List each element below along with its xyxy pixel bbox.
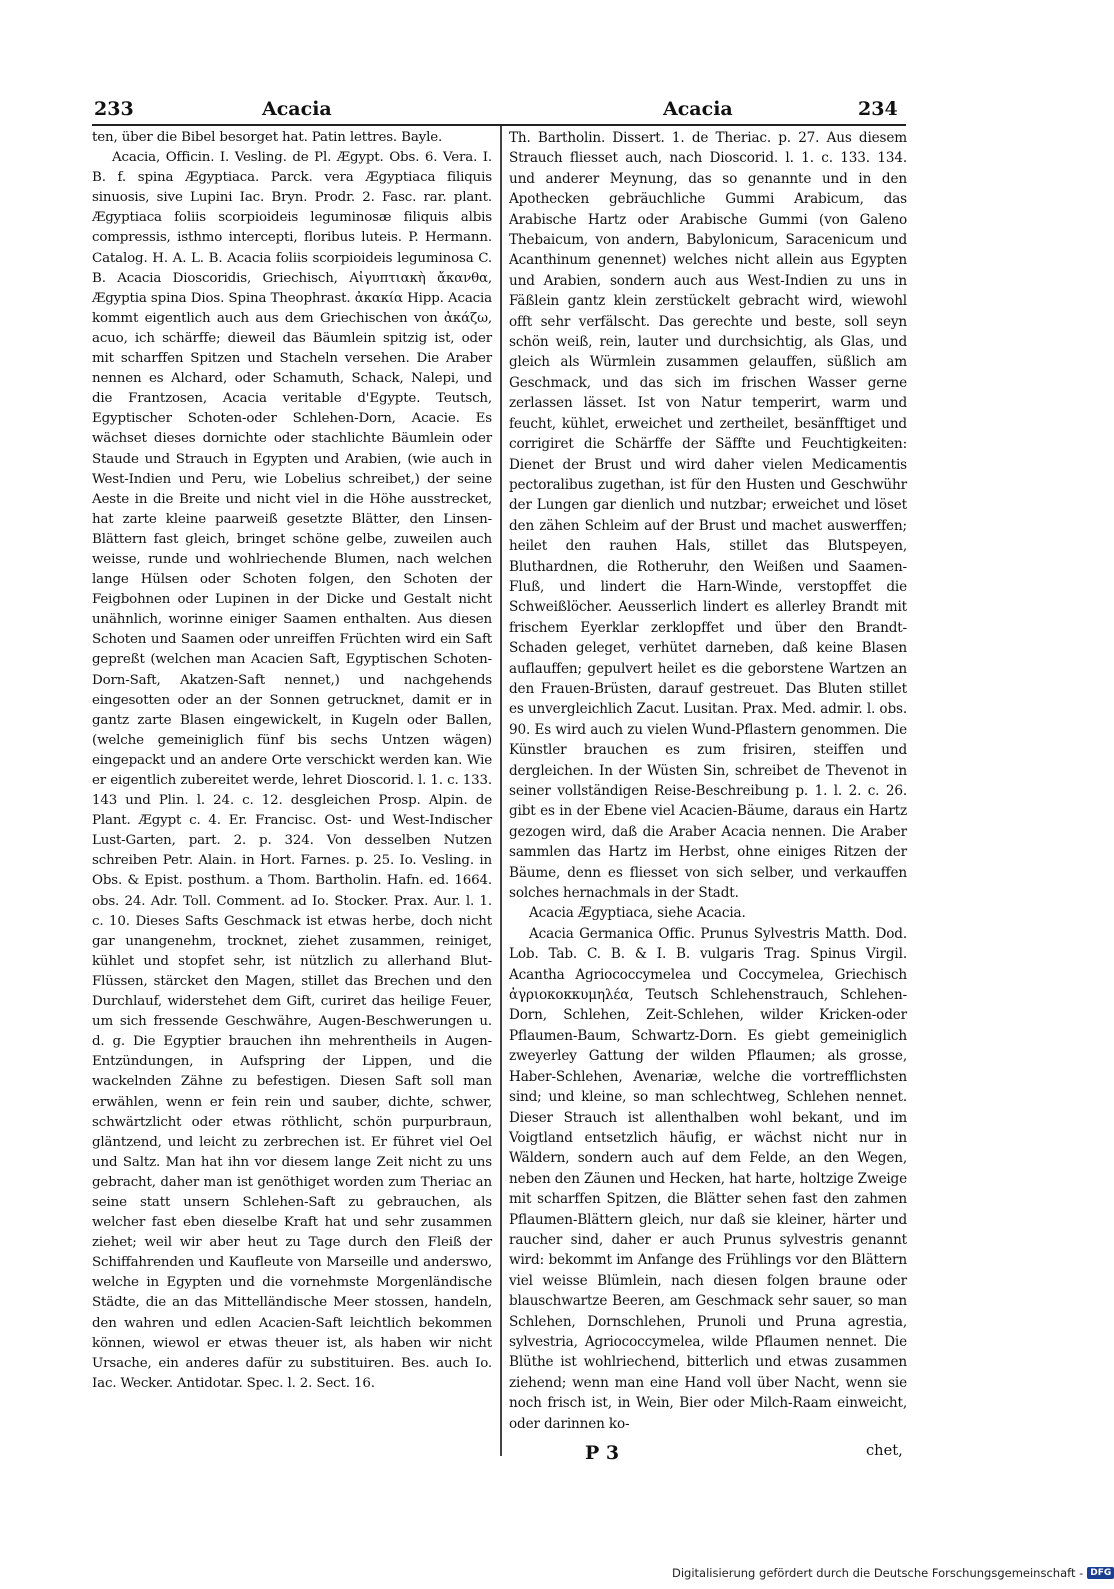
left-paragraph-2: Acacia, Officin. I. Vesling. de Pl. Ægypt. Obs. 6. Vera. I. B. f. spina Ægyptiaca. Parck. vera Ægyptiaca filiquis sinuosis, sive Lupini Iac. Bryn. Prodr. 2. Fasc. rar. plant. Ægyptiaca foliis scorpioideis leguminosæ filiquis albis compressis, isthmo intercepti, floribus luteis. P. Hermann. Catalog. H. A. L. B. Acacia foliis scorpioideis leguminosa C. B. Acacia Dioscoridis, Griechisch, Αἰγυπτιακὴ ἄκανθα, Ægyptia spina Dios. Spina Theophrast. ἀκακία Hipp. Acacia kommt eigentlich auch aus dem Griechischen von ἀκάζω, acuo, ich schärffe; dieweil das Bäumlein spitzig ist, oder mit scharffen Spitzen und Stacheln versehen. Die Araber nennen es Alchard, oder Schamuth, Schack, Nalepi, und die Frantzosen, Acacia veritable d'Egypte. Teutsch, Egyptischer Schoten-oder Schlehen-Dorn, Acacie. Es wächset dieses dornichte oder stachlichte Bäumlein oder Staude und Strauch in Egypten und Arabien, (wie auch in West-Indien und Peru, wie Lobelius schreibet,) der seine Aeste in die Breite und nicht viel in die Höhe ausstrecket, hat zarte kleine paarweiß gesetzte Blätter, den Linsen-Blättern fast gleich, bringet schöne gelbe, zuweilen auch weisse, runde und wohlriechende Blumen, nach welchen lange Hülsen oder Schoten folgen, den Schoten der Feigbohnen oder Lupinen in der Dicke und Gestalt nicht unähnlich, worinne einiger Saamen enthalten. Aus diesen Schoten und Saamen oder unreiffen Früchten wird ein Saft gepreßt (welchen man Acacien Saft, Egyptischen Schoten-Dorn-Saft, Akatzen-Saft nennet,) und nachgehends eingesotten oder an der Sonnen getrucknet, damit er in gantz zarte Blasen eingewickelt, in Kugeln oder Ballen, (welche gemeiniglich fünf bis sechs Untzen wägen) eingepackt und an andere Orte verschickt werden kan. Wie er eigentlich zubereitet werde, lehret Dioscorid. l. 1. c. 133. 143 und Plin. l. 24. c. 12. desgleichen Prosp. Alpin. de Plant. Ægypt c. 4. Er. Francisc. Ost- und West-Indischer Lust-Garten, part. 2. p. 324. Von desselben Nutzen schreiben Petr. Alain. in Hort. Farnes. p. 25. Io. Vesling. in Obs. & Epist. posthum. a Thom. Bartholin. Hafn. ed. 1664. obs. 24. Adr. Toll. Comment. ad Io. Stocker. Prax. Aur. l. 1. c. 10. Dieses Safts Geschmack ist etwas herbe, doch nicht gar unangenehm, trocknet, ziehet zusammen, reiniget, kühlet und stopfet sehr, ist nützlich zu allerhand Blut-Flüssen, stärcket den Magen, stillet das Brechen und den Durchlauf, widerstehet dem Gift, curiret das heilige Feuer, um sich fressende Geschwähre, Augen-Beschwerungen u. d. g. Die Egyptier brauchen ihn mehrentheils in Augen-Entzündungen, in Aufspring der Lippen, und die wackelnden Zähne zu befestigen. Diesen Saft soll man erwählen, wenn er fein rein und sauber, dichte, schwer, schwärtzlicht oder etwas röthlicht, schön purpurbraun, gläntzend, und leicht zu zerbrechen ist. Er führet viel Oel und Saltz. Man hat ihn vor diesem lange Zeit nicht zu uns gebracht, daher man ist genöthiget worden zum Theriac an seine statt unsern Schlehen-Saft zu gebrauchen, als welcher fast eben dieselbe Kraft hat und sehr zusammen ziehet; weil wir aber heut zu Tage durch den Fleiß der Schiffahrenden und Kaufleute von Marseille und anderswo, welche in Egypten und die vornehmste Morgenländische Städte, die an das Mittelländische Meer stossen, handeln, den wahren und edlen Acacien-Saft leichtlich bekommen können, wiewol er etwas theuer ist, als haben wir nicht Ursache, ein anderes dafür zu substituiren. Bes. auch Io. Iac. Wecker. Antidotar. Spec. l. 2. Sect. 16. bbox=[92, 150, 492, 1391]
right-column bbox=[509, 128, 907, 1434]
right-paragraph-3: Acacia Germanica Offic. Prunus Sylvestris Matth. Dod. Lob. Tab. C. B. & I. B. vulgaris Trag. Spinus Virgil. Acantha Agriococcymelea und Coccymelea, Griechisch ἀγριοκοκκυμηλέα, Teutsch Schlehenstrauch, Schlehen-Dorn, Schlehen, Zeit-Schlehen, wilder Kricken-oder Pflaumen-Baum, Schwartz-Dorn. Es giebt gemeiniglich zweyerley Gattung der wilden Pflaumen; als grosse, Haber-Schlehen, Avenariæ, welche die vortrefflichsten sind; und kleine, so man schlechtweg, Schlehen nennet. Dieser Strauch ist allenthalben wohl bekant, und im Voigtland entsetzlich häufig, er wächst nicht nur in Wäldern, sondern auch auf dem Felde, an den Wegen, neben den Zäunen und Hecken, hat harte, holtzige Zweige mit scharffen Spitzen, die Blätter sehen fast den zahmen Pflaumen-Blättern gleich, nur daß sie kleiner, härter und raucher sind, daher er auch Prunus sylvestris genannt wird: bekommt im Anfange des Frühlings vor den Blättern viel weisse Blümlein, nach diesen folgen braune oder blauschwartze Beeren, am Geschmack sehr sauer, so man Schlehen, Dornschlehen, Prunoli und Pruna agrestia, sylvestria, Agriococcymelea, wilde Pflaumen nennet. Die Blüthe ist wohlriechend, bitterlich und etwas zusammen ziehend; wenn man eine Hand voll über Nacht, wenn sie noch frisch ist, in Wein, Bier oder Milch-Raam einweicht, oder darinnen ko- bbox=[509, 925, 907, 1432]
right-paragraph-1: Th. Bartholin. Dissert. 1. de Theriac. p. 27. Aus diesem Strauch fliesset auch, nach Dioscorid. l. 1. c. 133. 134. und anderer Meynung, das so genannte und in den Apothecken gebräuchliche Gummi Arabicum, das Arabische Hartz oder Arabische Gummi (von Galeno Thebaicum, von andern, Babylonicum, Saracenicum und Acanthinum genennet) welches nicht allein aus Egypten und Arabien, sondern auch aus West-Indien zu uns in Fäßlein gantz klein zerstückelt gebracht wird, wiewohl offt sehr verfälscht. Das gerechte und beste, soll seyn schön weiß, rein, lauter und durchsichtig, als Glas, und gleich als Würmlein zusammen gelauffen, süßlich am Geschmack, und das sich im frischen Wasser gerne zerlassen lässet. Ist von Natur temperirt, warm und feucht, kühlet, erweichet und zertheilet, besänfftiget und corrigiret die Schärffe der Säffte und Feuchtigkeiten: Dienet der Brust und wird daher vielen Medicamentis pectoralibus zugethan, ist für den Husten und Geschwühr der Lungen gar dienlich und nutzbar; erweichet und löset den zähen Schleim auf der Brust und machet auswerffen; heilet den rauhen Hals, stillet das Blutspeyen, Bluthardnen, die Rotheruhr, den Weißen und Saamen-Fluß, und lindert die Harn-Winde, verstopffet die Schweißlöcher. Aeusserlich lindert es allerley Brandt mit frischem Eyerklar zerklopffet und über den Brandt-Schaden geleget, verhütet darneben, daß keine Blasen auflauffen; gepulvert heilet es die geborstene Wartzen an den Frauen-Brüsten, darauf gestreuet. Das Bluten stillet es unvergleichlich Zacut. Lusitan. Prax. Med. admir. l. obs. 90. Es wird auch zu vielen Wund-Pflastern genommen. Die Künstler brauchen es zum frisiren, steiffen und dergleichen. In der Wüsten Sin, schreibet de Thevenot in seiner vollständigen Reise-Beschreibung p. 1. l. 2. c. 26. gibt es in der Ebene viel Acacien-Bäume, daraus ein Hartz gezogen wird, daß die Araber Acacia nennen. Die Araber sammlen das Hartz im Herbst, ohne einiges Ritzen der Bäume, denn es fliesset von sich selber, und verkauffen solches hernachmals in der Stadt. bbox=[509, 130, 907, 902]
right-paragraph-2: Acacia Ægyptiaca, siehe Acacia. bbox=[529, 905, 746, 922]
left-page-number: 233 bbox=[94, 98, 134, 120]
signature-mark: P 3 bbox=[585, 1442, 620, 1464]
left-running-title: Acacia bbox=[262, 98, 332, 120]
left-column bbox=[92, 128, 492, 1394]
dfg-logo: DFG bbox=[1087, 1567, 1114, 1579]
digitization-footer bbox=[672, 1566, 1114, 1580]
right-page-number: 234 bbox=[858, 98, 898, 120]
right-running-title: Acacia bbox=[663, 98, 733, 120]
catchword: chet, bbox=[866, 1442, 903, 1459]
left-paragraph-1: ten, über die Bibel besorget hat. Patin lettres. Bayle. bbox=[92, 130, 443, 145]
column-divider bbox=[500, 126, 502, 1456]
header-rule bbox=[92, 124, 906, 126]
footer-text: Digitalisierung gefördert durch die Deutsche Forschungsgemeinschaft - bbox=[672, 1566, 1084, 1580]
